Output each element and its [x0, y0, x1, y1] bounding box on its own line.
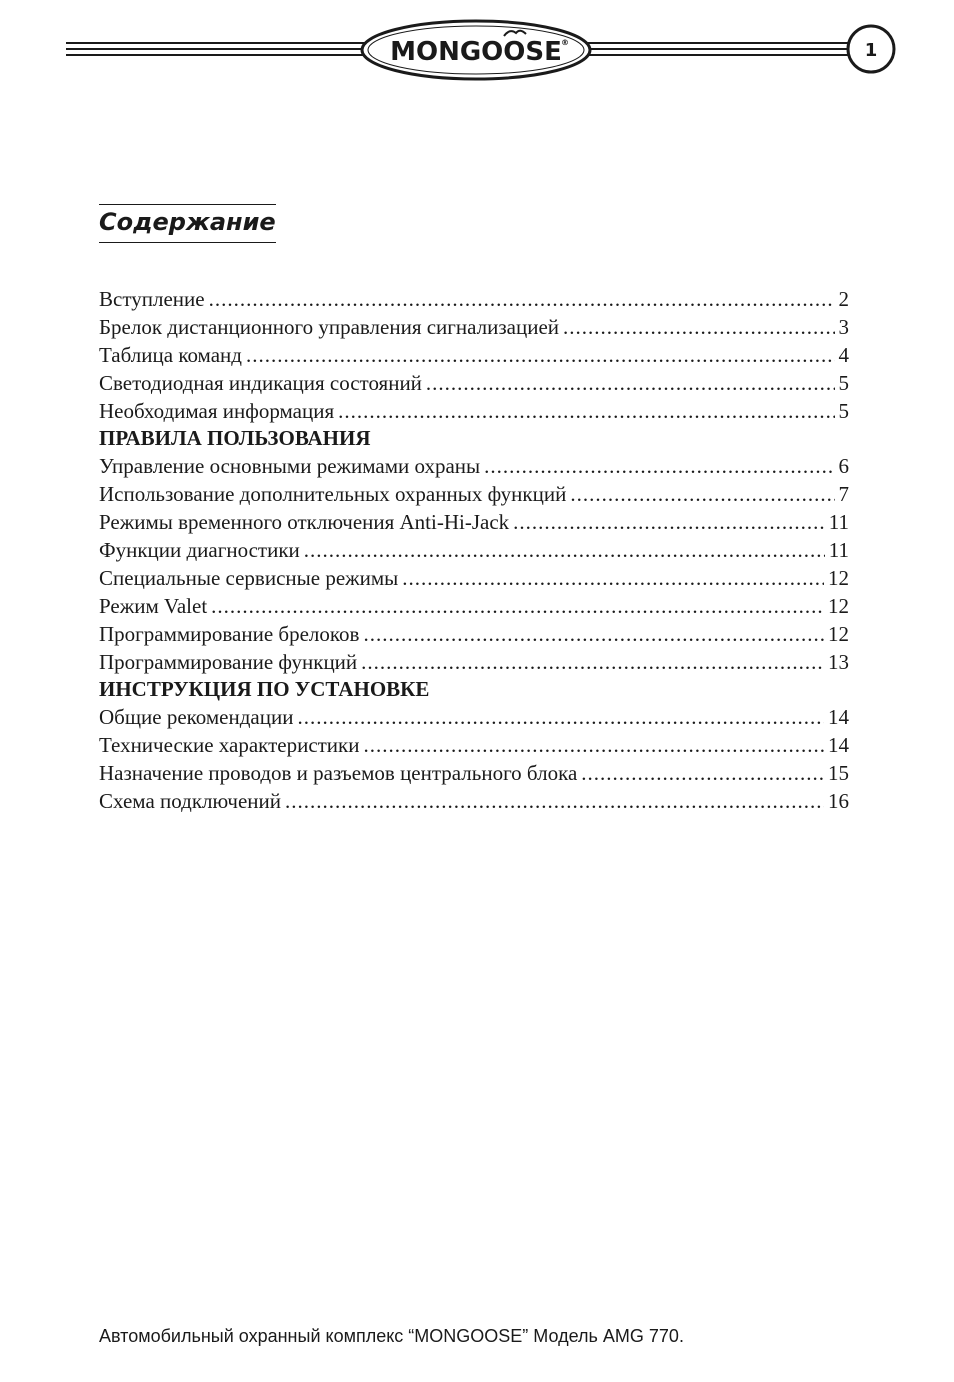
- toc-leader-dots: [363, 621, 824, 649]
- toc-leader-dots: [285, 788, 824, 816]
- toc-entry-page: 5: [838, 398, 849, 423]
- toc-leader-dots: [246, 342, 835, 370]
- toc-leader-dots: [570, 481, 834, 509]
- toc-entry-page: 11: [828, 538, 849, 563]
- toc-entry-label: Управление основными режимами охраны: [99, 454, 481, 479]
- header-rule-right: [582, 43, 852, 55]
- toc-entry-page: 14: [828, 705, 849, 730]
- toc-entry-page: 3: [838, 314, 849, 339]
- page-number: 1: [864, 40, 878, 61]
- toc-entry-page: 2: [838, 287, 849, 311]
- toc-entry-label: Функции диагностики: [99, 538, 300, 563]
- toc-entry-page: 6: [838, 454, 849, 479]
- toc-leader-dots: [581, 760, 824, 788]
- registered-mark: ®: [561, 38, 569, 47]
- toc-entry[interactable]: [99, 565, 849, 593]
- toc-entry-label: Светодиодная индикация состояний: [99, 370, 422, 395]
- toc-entry-page: 5: [838, 370, 849, 395]
- toc-leader-dots: [563, 314, 834, 342]
- toc-entry[interactable]: [99, 621, 849, 649]
- toc-entry[interactable]: [99, 370, 849, 398]
- toc-leader-dots: [297, 704, 824, 732]
- toc-entry[interactable]: [99, 398, 849, 426]
- toc-entry[interactable]: [99, 704, 849, 732]
- page-number-badge: [848, 26, 894, 72]
- toc-leader-dots: [484, 453, 834, 481]
- toc-entry-page: 15: [828, 761, 849, 786]
- toc-leader-dots: [402, 565, 824, 593]
- toc-leader-dots: [361, 649, 824, 677]
- toc-entry-page: 13: [828, 649, 849, 674]
- table-of-contents: [99, 286, 849, 816]
- toc-entry-label: Назначение проводов и разъемов центрального блока: [99, 761, 578, 786]
- toc-entry-page: 11: [828, 510, 849, 535]
- toc-entry-page: 12: [828, 565, 849, 590]
- mongoose-logo: [362, 21, 590, 79]
- toc-entry[interactable]: [99, 537, 849, 565]
- page-header: [0, 0, 954, 100]
- toc-leader-dots: [211, 593, 824, 621]
- toc-entry-page: 16: [828, 789, 849, 814]
- toc-entry-label: Необходимая информация: [99, 398, 335, 423]
- page-footer: Автомобильный охранный комплекс “MONGOOSE” Модель AMG 770.: [99, 1326, 684, 1346]
- toc-leader-dots: [209, 286, 835, 314]
- toc-entry[interactable]: [99, 342, 849, 370]
- toc-entry[interactable]: [99, 453, 849, 481]
- toc-entry-label: Брелок дистанционного управления сигнализацией: [99, 314, 560, 339]
- toc-leader-dots: [513, 509, 825, 537]
- toc-leader-dots: [364, 732, 825, 760]
- toc-entry[interactable]: [99, 481, 849, 509]
- toc-entry-label: Режим Valet: [99, 593, 208, 618]
- toc-section-heading: ПРАВИЛА ПОЛЬЗОВАНИЯ: [99, 426, 371, 451]
- toc-entry-label: Использование дополнительных охранных функций: [99, 482, 567, 507]
- header-graphic: [0, 0, 954, 100]
- logo-text: MONGOOSE: [390, 37, 562, 67]
- toc-entry-page: 14: [828, 733, 849, 758]
- toc-entry-label: Таблица команд: [99, 342, 242, 367]
- toc-leader-dots: [338, 398, 834, 426]
- toc-title: Содержание: [99, 204, 276, 243]
- toc-entry-label: Технические характеристики: [99, 733, 360, 758]
- toc-entry-page: 4: [838, 342, 849, 367]
- toc-entry-page: 12: [828, 621, 849, 646]
- toc-entry[interactable]: [99, 649, 849, 677]
- toc-entry-label: Схема подключений: [99, 789, 282, 814]
- toc-entry-label: Программирование функций: [99, 649, 358, 674]
- toc-entry-page: 7: [838, 482, 849, 507]
- toc-leader-dots: [426, 370, 835, 398]
- toc-entry[interactable]: [99, 788, 849, 816]
- header-rule-left: [66, 43, 372, 55]
- toc-entry[interactable]: [99, 593, 849, 621]
- toc-leader-dots: [304, 537, 825, 565]
- toc-entry-label: Специальные сервисные режимы: [99, 565, 399, 590]
- toc-entry-label: Вступление: [99, 287, 205, 311]
- toc-entry-label: Программирование брелоков: [99, 621, 360, 646]
- toc-section-heading: ИНСТРУКЦИЯ ПО УСТАНОВКЕ: [99, 677, 430, 702]
- toc-entry[interactable]: [99, 314, 849, 342]
- toc-entry-page: 12: [828, 593, 849, 618]
- toc-entry-label: Режимы временного отключения Anti-Hi-Jack: [99, 510, 510, 535]
- toc-entry[interactable]: [99, 732, 849, 760]
- toc-entry[interactable]: [99, 760, 849, 788]
- toc-entry-label: Общие рекомендации: [99, 705, 294, 730]
- toc-entry[interactable]: [99, 509, 849, 537]
- toc-entry[interactable]: [99, 286, 849, 314]
